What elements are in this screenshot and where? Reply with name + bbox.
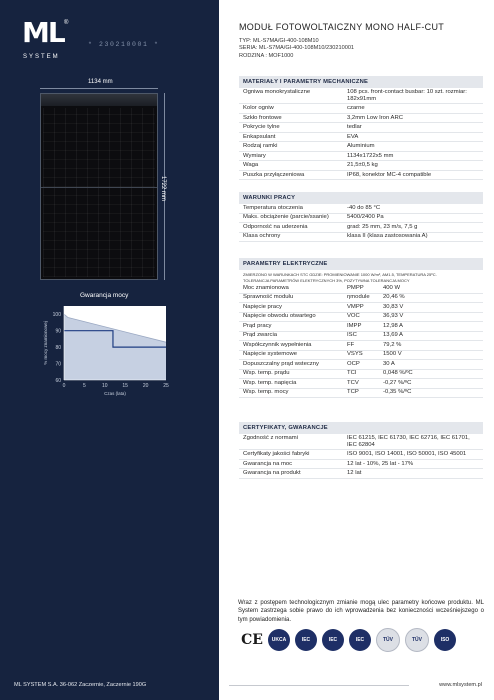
param-value: -40 do 85 °C bbox=[343, 204, 483, 213]
param-value: 13,69 A bbox=[379, 331, 483, 341]
param-name: Sprawność modułu bbox=[239, 293, 343, 303]
table-row bbox=[239, 104, 483, 114]
param-value: tedlar bbox=[343, 123, 483, 133]
table-row bbox=[239, 450, 483, 460]
param-value: -0,35 %/ºC bbox=[379, 388, 483, 398]
family-line: RODZINA : MOF1000 bbox=[239, 52, 294, 59]
param-value: 30 A bbox=[379, 360, 483, 370]
param-value: grad: 25 mm, 23 m/s, 7,5 g bbox=[343, 223, 483, 233]
type-line: TYP: ML-S7MA/GI-400-108M10 bbox=[239, 38, 319, 44]
logo-text: ML bbox=[22, 16, 64, 49]
param-value: 12,98 A bbox=[379, 322, 483, 332]
table-row bbox=[239, 284, 483, 293]
param-value: 1134x1722x5 mm bbox=[343, 151, 483, 161]
y-tick-label: 80 bbox=[55, 345, 61, 352]
param-value: 3,2mm Low Iron ARC bbox=[343, 113, 483, 123]
param-name: Zgodność z normami bbox=[239, 434, 343, 450]
section-title: CERTYFIKATY, GWARANCJE bbox=[239, 422, 483, 434]
param-value: 5400/2400 Pa bbox=[343, 213, 483, 223]
height-dimension-label: 1722 mm bbox=[160, 176, 166, 202]
param-symbol: IMPP bbox=[343, 322, 379, 332]
table-row bbox=[239, 123, 483, 133]
param-value: IEC 61215, IEC 61730, IEC 62716, IEC 61701, IEC 62804 bbox=[343, 434, 483, 450]
param-value: -0,27 %/ºC bbox=[379, 379, 483, 389]
work-conditions-section bbox=[239, 192, 483, 242]
param-name: Enkapsulant bbox=[239, 132, 343, 142]
param-value: 20,46 % bbox=[379, 293, 483, 303]
x-tick-label: 5 bbox=[83, 383, 86, 389]
param-name: Prąd zwarcia bbox=[239, 331, 343, 341]
cert-logo-iec-icon: IEC bbox=[322, 629, 344, 651]
table-row bbox=[239, 293, 483, 303]
table-row bbox=[239, 459, 483, 469]
disclaimer-text: Wraz z postępem technologicznym zmianie mogą ulec parametry końcowe produktu. ML System zastrzega sobie prawo do ich wprowadzenia bez konieczności wcześniejszego o tym powiadomienia. bbox=[238, 600, 484, 623]
logo-subtext: SYSTEM bbox=[23, 54, 60, 60]
table-row bbox=[239, 132, 483, 142]
x-tick-label: 20 bbox=[142, 383, 149, 389]
spec-sheet bbox=[219, 0, 494, 700]
param-name: Kolor ogniw bbox=[239, 104, 343, 114]
param-name: Rodzaj ramki bbox=[239, 142, 343, 152]
ml-system-logo bbox=[22, 18, 70, 68]
width-dimension-label: 1134 mm bbox=[88, 79, 113, 85]
param-value: IP68, konektor MC-4 compatible bbox=[343, 170, 483, 180]
y-tick-label: 90 bbox=[55, 328, 61, 335]
param-symbol: ηmodule bbox=[343, 293, 379, 303]
certificates-table bbox=[239, 434, 483, 479]
x-tick-label: 0 bbox=[62, 383, 66, 389]
param-symbol: TCP bbox=[343, 388, 379, 398]
param-value: 30,83 V bbox=[379, 303, 483, 313]
param-name: Prąd pracy bbox=[239, 322, 343, 332]
param-value: 108 pcs. front-contact busbar: 10 szt. rozmiar: 182x91mm bbox=[343, 88, 483, 104]
cert-logo-ce-icon: CE bbox=[241, 632, 263, 648]
table-row bbox=[239, 213, 483, 223]
y-axis-label: % mocy znamionowej bbox=[43, 321, 48, 365]
y-tick-label: 70 bbox=[55, 361, 61, 368]
certification-logos bbox=[241, 626, 481, 654]
work-conditions-table bbox=[239, 204, 483, 242]
page-title: MODUŁ FOTOWOLTAICZNY MONO HALF-CUT bbox=[239, 22, 445, 32]
table-row bbox=[239, 350, 483, 360]
footer-address: ML SYSTEM S.A. 36-062 Zaczernie, Zaczernie 190G bbox=[14, 682, 147, 688]
table-row bbox=[239, 232, 483, 242]
x-tick-label: 15 bbox=[122, 383, 128, 389]
param-name: Maks. obciążenie (parcie/ssanie) bbox=[239, 213, 343, 223]
table-row bbox=[239, 223, 483, 233]
param-name: Dopuszczalny prąd wsteczny bbox=[239, 360, 343, 370]
param-symbol: TCV bbox=[343, 379, 379, 389]
param-name: Wsp. temp. prądu bbox=[239, 369, 343, 379]
panel-half-cut-divider bbox=[41, 187, 157, 188]
panel-frame-top bbox=[41, 94, 157, 106]
width-dimension-line bbox=[40, 88, 158, 89]
cert-logo-iso-icon: ISO bbox=[434, 629, 456, 651]
mechanical-section bbox=[239, 76, 483, 180]
warranty-chart-title: Gwarancja mocy bbox=[80, 292, 129, 299]
electrical-table bbox=[239, 284, 483, 398]
param-symbol: VOC bbox=[343, 312, 379, 322]
param-value: 0,048 %/ºC bbox=[379, 369, 483, 379]
param-value: klasa II (klasa zastosowania A) bbox=[343, 232, 483, 242]
param-name: Klasa ochrony bbox=[239, 232, 343, 242]
cert-logo-tv-icon: TÜV bbox=[405, 628, 429, 652]
param-name: Ogniwa monokrystaliczne bbox=[239, 88, 343, 104]
table-row bbox=[239, 151, 483, 161]
param-value: EVA bbox=[343, 132, 483, 142]
table-row bbox=[239, 379, 483, 389]
footer-divider bbox=[229, 685, 409, 686]
tolerance-note: TOLERANCJA PARAMETRÓW ELEKTRYCZNYCH 3%, POZYTYWNA TOLERANCJA MOCY bbox=[243, 278, 410, 283]
table-row bbox=[239, 161, 483, 171]
panel-cell-grid bbox=[43, 108, 155, 277]
param-value: 400 W bbox=[379, 284, 483, 293]
param-name: Gwarancja na produkt bbox=[239, 469, 343, 479]
param-symbol: VMPP bbox=[343, 303, 379, 313]
certificates-section bbox=[239, 422, 483, 479]
table-row bbox=[239, 434, 483, 450]
x-tick-label: 25 bbox=[163, 383, 169, 389]
param-name: Wsp. temp. mocy bbox=[239, 388, 343, 398]
param-symbol: OCP bbox=[343, 360, 379, 370]
param-symbol: FF bbox=[343, 341, 379, 351]
param-value: 21,5±0,5 kg bbox=[343, 161, 483, 171]
table-row bbox=[239, 312, 483, 322]
param-name: Certyfikaty jakości fabryki bbox=[239, 450, 343, 460]
param-name: Gwarancja na moc bbox=[239, 459, 343, 469]
table-row bbox=[239, 369, 483, 379]
cert-logo-iec-icon: IEC bbox=[349, 629, 371, 651]
param-symbol: ISC bbox=[343, 331, 379, 341]
barcode-number: * 230210001 * bbox=[88, 41, 160, 48]
footer bbox=[0, 674, 494, 700]
table-row bbox=[239, 142, 483, 152]
table-row bbox=[239, 469, 483, 479]
warranty-chart bbox=[38, 300, 180, 400]
section-title: PARAMETRY ELEKTRYCZNE bbox=[239, 258, 483, 270]
left-panel bbox=[0, 0, 219, 700]
x-tick-label: 10 bbox=[102, 383, 108, 389]
param-value: 12 lat bbox=[343, 469, 483, 479]
table-row bbox=[239, 204, 483, 213]
param-name: Napięcie systemowe bbox=[239, 350, 343, 360]
footer-website[interactable]: www.mlsystem.pl bbox=[439, 682, 482, 688]
stc-note: ZMIERZONO W WARUNKACH STC GDZIE: PROMIENIOWANIE 1000 W/m², AM1.5, TEMPERATURA 25ºC. bbox=[243, 272, 437, 277]
solar-panel-drawing bbox=[40, 93, 158, 280]
param-value: czarne bbox=[343, 104, 483, 114]
param-name: Moc znamionowa bbox=[239, 284, 343, 293]
param-name: Puszka przyłączeniowa bbox=[239, 170, 343, 180]
param-name: Napięcie pracy bbox=[239, 303, 343, 313]
param-value: Aluminium bbox=[343, 142, 483, 152]
table-row bbox=[239, 388, 483, 398]
y-tick-label: 100 bbox=[52, 312, 61, 319]
table-row bbox=[239, 322, 483, 332]
param-symbol: VSYS bbox=[343, 350, 379, 360]
param-value: 79,2 % bbox=[379, 341, 483, 351]
param-value: ISO 9001, ISO 14001, ISO 50001, ISO 45001 bbox=[343, 450, 483, 460]
table-row bbox=[239, 113, 483, 123]
param-name: Szkło frontowe bbox=[239, 113, 343, 123]
param-name: Odporność na uderzenia bbox=[239, 223, 343, 233]
param-name: Napięcie obwodu otwartego bbox=[239, 312, 343, 322]
cert-logo-iec-icon: IEC bbox=[295, 629, 317, 651]
param-name: Waga bbox=[239, 161, 343, 171]
table-row bbox=[239, 360, 483, 370]
table-row bbox=[239, 88, 483, 104]
param-value: 1500 V bbox=[379, 350, 483, 360]
section-title: WARUNKI PRACY bbox=[239, 192, 483, 204]
mechanical-table bbox=[239, 88, 483, 180]
param-symbol: PMPP bbox=[343, 284, 379, 293]
table-row bbox=[239, 341, 483, 351]
registered-mark: ® bbox=[64, 20, 69, 26]
param-name: Współczynnik wypełnienia bbox=[239, 341, 343, 351]
param-name: Temperatura otoczenia bbox=[239, 204, 343, 213]
y-tick-label: 60 bbox=[55, 378, 61, 384]
param-name: Wymiary bbox=[239, 151, 343, 161]
table-row bbox=[239, 170, 483, 180]
param-symbol: TCI bbox=[343, 369, 379, 379]
param-name: Pokrycie tylne bbox=[239, 123, 343, 133]
x-axis-label: Czas (lata) bbox=[104, 391, 126, 396]
electrical-section bbox=[239, 258, 483, 398]
param-value: 36,93 V bbox=[379, 312, 483, 322]
param-name: Wsp. temp. napięcia bbox=[239, 379, 343, 389]
cert-logo-tv-icon: TÜV bbox=[376, 628, 400, 652]
series-line: SERIA: ML-S7MA/GI-400-108M10/230210001 bbox=[239, 45, 355, 52]
product-meta bbox=[239, 38, 354, 60]
section-title: MATERIAŁY I PARAMETRY MECHANICZNE bbox=[239, 76, 483, 88]
cert-logo-ukca-icon: UKCA bbox=[268, 629, 290, 651]
table-row bbox=[239, 303, 483, 313]
param-value: 12 lat - 10%, 25 lat - 17% bbox=[343, 459, 483, 469]
table-row bbox=[239, 331, 483, 341]
